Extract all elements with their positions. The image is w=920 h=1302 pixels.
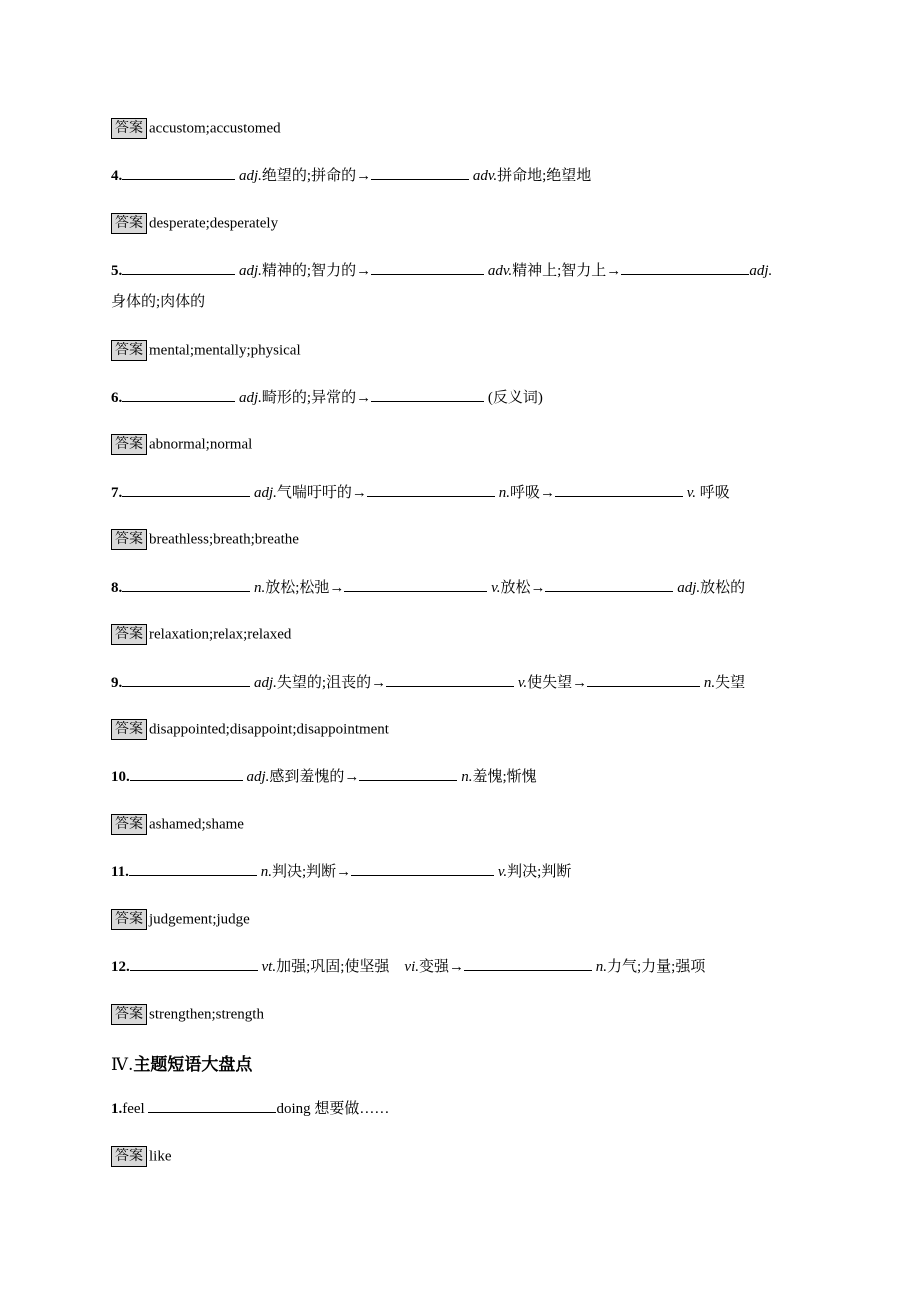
- question-number: 7.: [111, 485, 123, 501]
- part-of-speech: v.: [491, 580, 501, 596]
- answer-text: judgement;judge: [149, 911, 250, 928]
- answer-blank[interactable]: [122, 482, 250, 497]
- answer-row: [111, 340, 301, 361]
- phrase-line: [111, 1098, 389, 1119]
- answer-badge: 答案: [111, 529, 147, 550]
- answer-badge: 答案: [111, 118, 147, 139]
- answer-row: [111, 719, 389, 740]
- answer-badge: 答案: [111, 909, 147, 930]
- question-number: 10.: [111, 769, 130, 785]
- question-continuation: 身体的;肉体的: [111, 294, 206, 310]
- answer-blank[interactable]: [122, 577, 250, 592]
- part-of-speech: n.: [254, 580, 266, 596]
- question-number: 4.: [111, 168, 123, 184]
- part-of-speech: n.: [260, 864, 272, 880]
- answer-blank[interactable]: [621, 260, 749, 275]
- answer-text: like: [149, 1148, 172, 1165]
- part-of-speech: adj.: [239, 390, 262, 406]
- answer-blank[interactable]: [129, 861, 257, 876]
- answer-blank[interactable]: [464, 956, 592, 971]
- question-number: 6.: [111, 390, 123, 406]
- section-heading: [111, 1050, 252, 1075]
- question-number: 11.: [111, 864, 129, 880]
- question-text: 判决;判断: [507, 864, 572, 880]
- question-line: [111, 672, 745, 693]
- answer-row: [111, 624, 291, 645]
- question-text: 判决;判断→: [271, 864, 352, 880]
- question-line: [111, 482, 730, 503]
- part-of-speech: adj.: [246, 769, 270, 785]
- section-number: Ⅳ.: [111, 1055, 134, 1075]
- question-text: 放松;松弛→: [265, 580, 345, 596]
- question-line: [111, 165, 591, 186]
- question-text: 放松→: [500, 580, 546, 596]
- question-number: 12.: [111, 959, 130, 975]
- answer-blank[interactable]: [371, 165, 469, 180]
- answer-blank[interactable]: [367, 482, 495, 497]
- answer-text: accustom;accustomed: [149, 120, 281, 137]
- question-text: 精神上;智力上→: [512, 263, 622, 279]
- answer-blank[interactable]: [555, 482, 683, 497]
- answer-blank[interactable]: [122, 387, 235, 402]
- question-line: [111, 766, 537, 787]
- answer-badge: 答案: [111, 1004, 147, 1025]
- question-text: 使失望→: [527, 675, 588, 691]
- answer-blank[interactable]: [371, 260, 484, 275]
- question-text: 绝望的;拼命的→: [261, 168, 372, 184]
- part-of-speech: n.: [498, 485, 510, 501]
- answer-text: ashamed;shame: [149, 816, 244, 833]
- question-line: [111, 956, 705, 977]
- answer-blank[interactable]: [359, 766, 457, 781]
- answer-badge: 答案: [111, 719, 147, 740]
- answer-row: [111, 1146, 172, 1167]
- part-of-speech: n.: [595, 959, 608, 975]
- part-of-speech: adj.: [254, 485, 277, 501]
- question-text: 拼命地;绝望地: [497, 168, 592, 184]
- question-text: 感到羞愧的→: [269, 769, 360, 785]
- phrase-text-after: doing 想要做……: [276, 1101, 390, 1117]
- question-text: 失望的;沮丧的→: [276, 675, 387, 691]
- part-of-speech: vt.: [261, 959, 277, 975]
- question-text: 呼吸: [696, 485, 730, 501]
- section-title: 主题短语大盘点: [133, 1055, 253, 1075]
- part-of-speech: n.: [703, 675, 716, 691]
- answer-text: strengthen;strength: [149, 1006, 264, 1023]
- question-text: 放松的: [700, 580, 746, 596]
- question-text: 羞愧;惭愧: [472, 769, 537, 785]
- answer-text: breathless;breath;breathe: [149, 531, 299, 548]
- part-of-speech: adv.: [487, 263, 513, 279]
- answer-row: [111, 434, 252, 455]
- answer-row: [111, 213, 278, 234]
- question-number: 8.: [111, 580, 123, 596]
- part-of-speech: v.: [497, 864, 508, 880]
- answer-row: [111, 909, 250, 930]
- answer-blank[interactable]: [344, 577, 487, 592]
- answer-text: mental;mentally;physical: [149, 342, 301, 359]
- answer-text: abnormal;normal: [149, 436, 253, 453]
- answer-badge: 答案: [111, 434, 147, 455]
- answer-blank[interactable]: [351, 861, 494, 876]
- part-of-speech: n.: [461, 769, 473, 785]
- answer-blank[interactable]: [130, 766, 243, 781]
- question-text: 精神的;智力的→: [261, 263, 372, 279]
- answer-row: [111, 529, 299, 550]
- question-text: (反义词): [484, 390, 543, 406]
- question-line: [111, 577, 745, 598]
- answer-badge: 答案: [111, 340, 147, 361]
- answer-row: [111, 1004, 264, 1025]
- question-text: 畸形的;异常的→: [261, 390, 372, 406]
- question-text: 呼吸→: [509, 485, 555, 501]
- part-of-speech: adj.: [254, 675, 277, 691]
- answer-text: disappointed;disappoint;disappointment: [149, 721, 389, 738]
- answer-blank[interactable]: [371, 387, 484, 402]
- part-of-speech: adj.: [749, 263, 773, 279]
- part-of-speech: adj.: [239, 168, 262, 184]
- part-of-speech: adj.: [677, 580, 701, 596]
- question-line: [111, 861, 571, 882]
- answer-blank[interactable]: [545, 577, 673, 592]
- answer-blank[interactable]: [122, 672, 250, 687]
- question-number: 5.: [111, 263, 123, 279]
- part-of-speech: adv.: [472, 168, 498, 184]
- answer-text: relaxation;relax;relaxed: [149, 626, 292, 643]
- answer-blank[interactable]: [148, 1098, 276, 1113]
- question-line: [111, 260, 772, 281]
- question-text: 失望: [715, 675, 746, 691]
- answer-blank[interactable]: [122, 165, 235, 180]
- answer-blank[interactable]: [587, 672, 700, 687]
- answer-row: [111, 118, 281, 139]
- part-of-speech: v.: [686, 485, 696, 501]
- answer-badge: 答案: [111, 1146, 147, 1167]
- part-of-speech: adj.: [239, 263, 262, 279]
- answer-blank[interactable]: [122, 260, 235, 275]
- answer-badge: 答案: [111, 814, 147, 835]
- phrase-number: 1.: [111, 1101, 123, 1117]
- question-text: 变强→: [419, 959, 465, 975]
- question-text: 气喘吁吁的→: [276, 485, 367, 501]
- question-number: 9.: [111, 675, 123, 691]
- part-of-speech: vi.: [404, 959, 419, 975]
- question-text: 力气;力量;强项: [607, 959, 706, 975]
- answer-row: [111, 814, 244, 835]
- answer-badge: 答案: [111, 213, 147, 234]
- answer-blank[interactable]: [130, 956, 258, 971]
- answer-text: desperate;desperately: [149, 215, 279, 232]
- phrase-text-before: feel: [122, 1101, 149, 1117]
- answer-blank[interactable]: [386, 672, 514, 687]
- question-text: 加强;巩固;使坚强: [276, 959, 405, 975]
- answer-badge: 答案: [111, 624, 147, 645]
- part-of-speech: v.: [517, 675, 528, 691]
- question-line: [111, 387, 543, 408]
